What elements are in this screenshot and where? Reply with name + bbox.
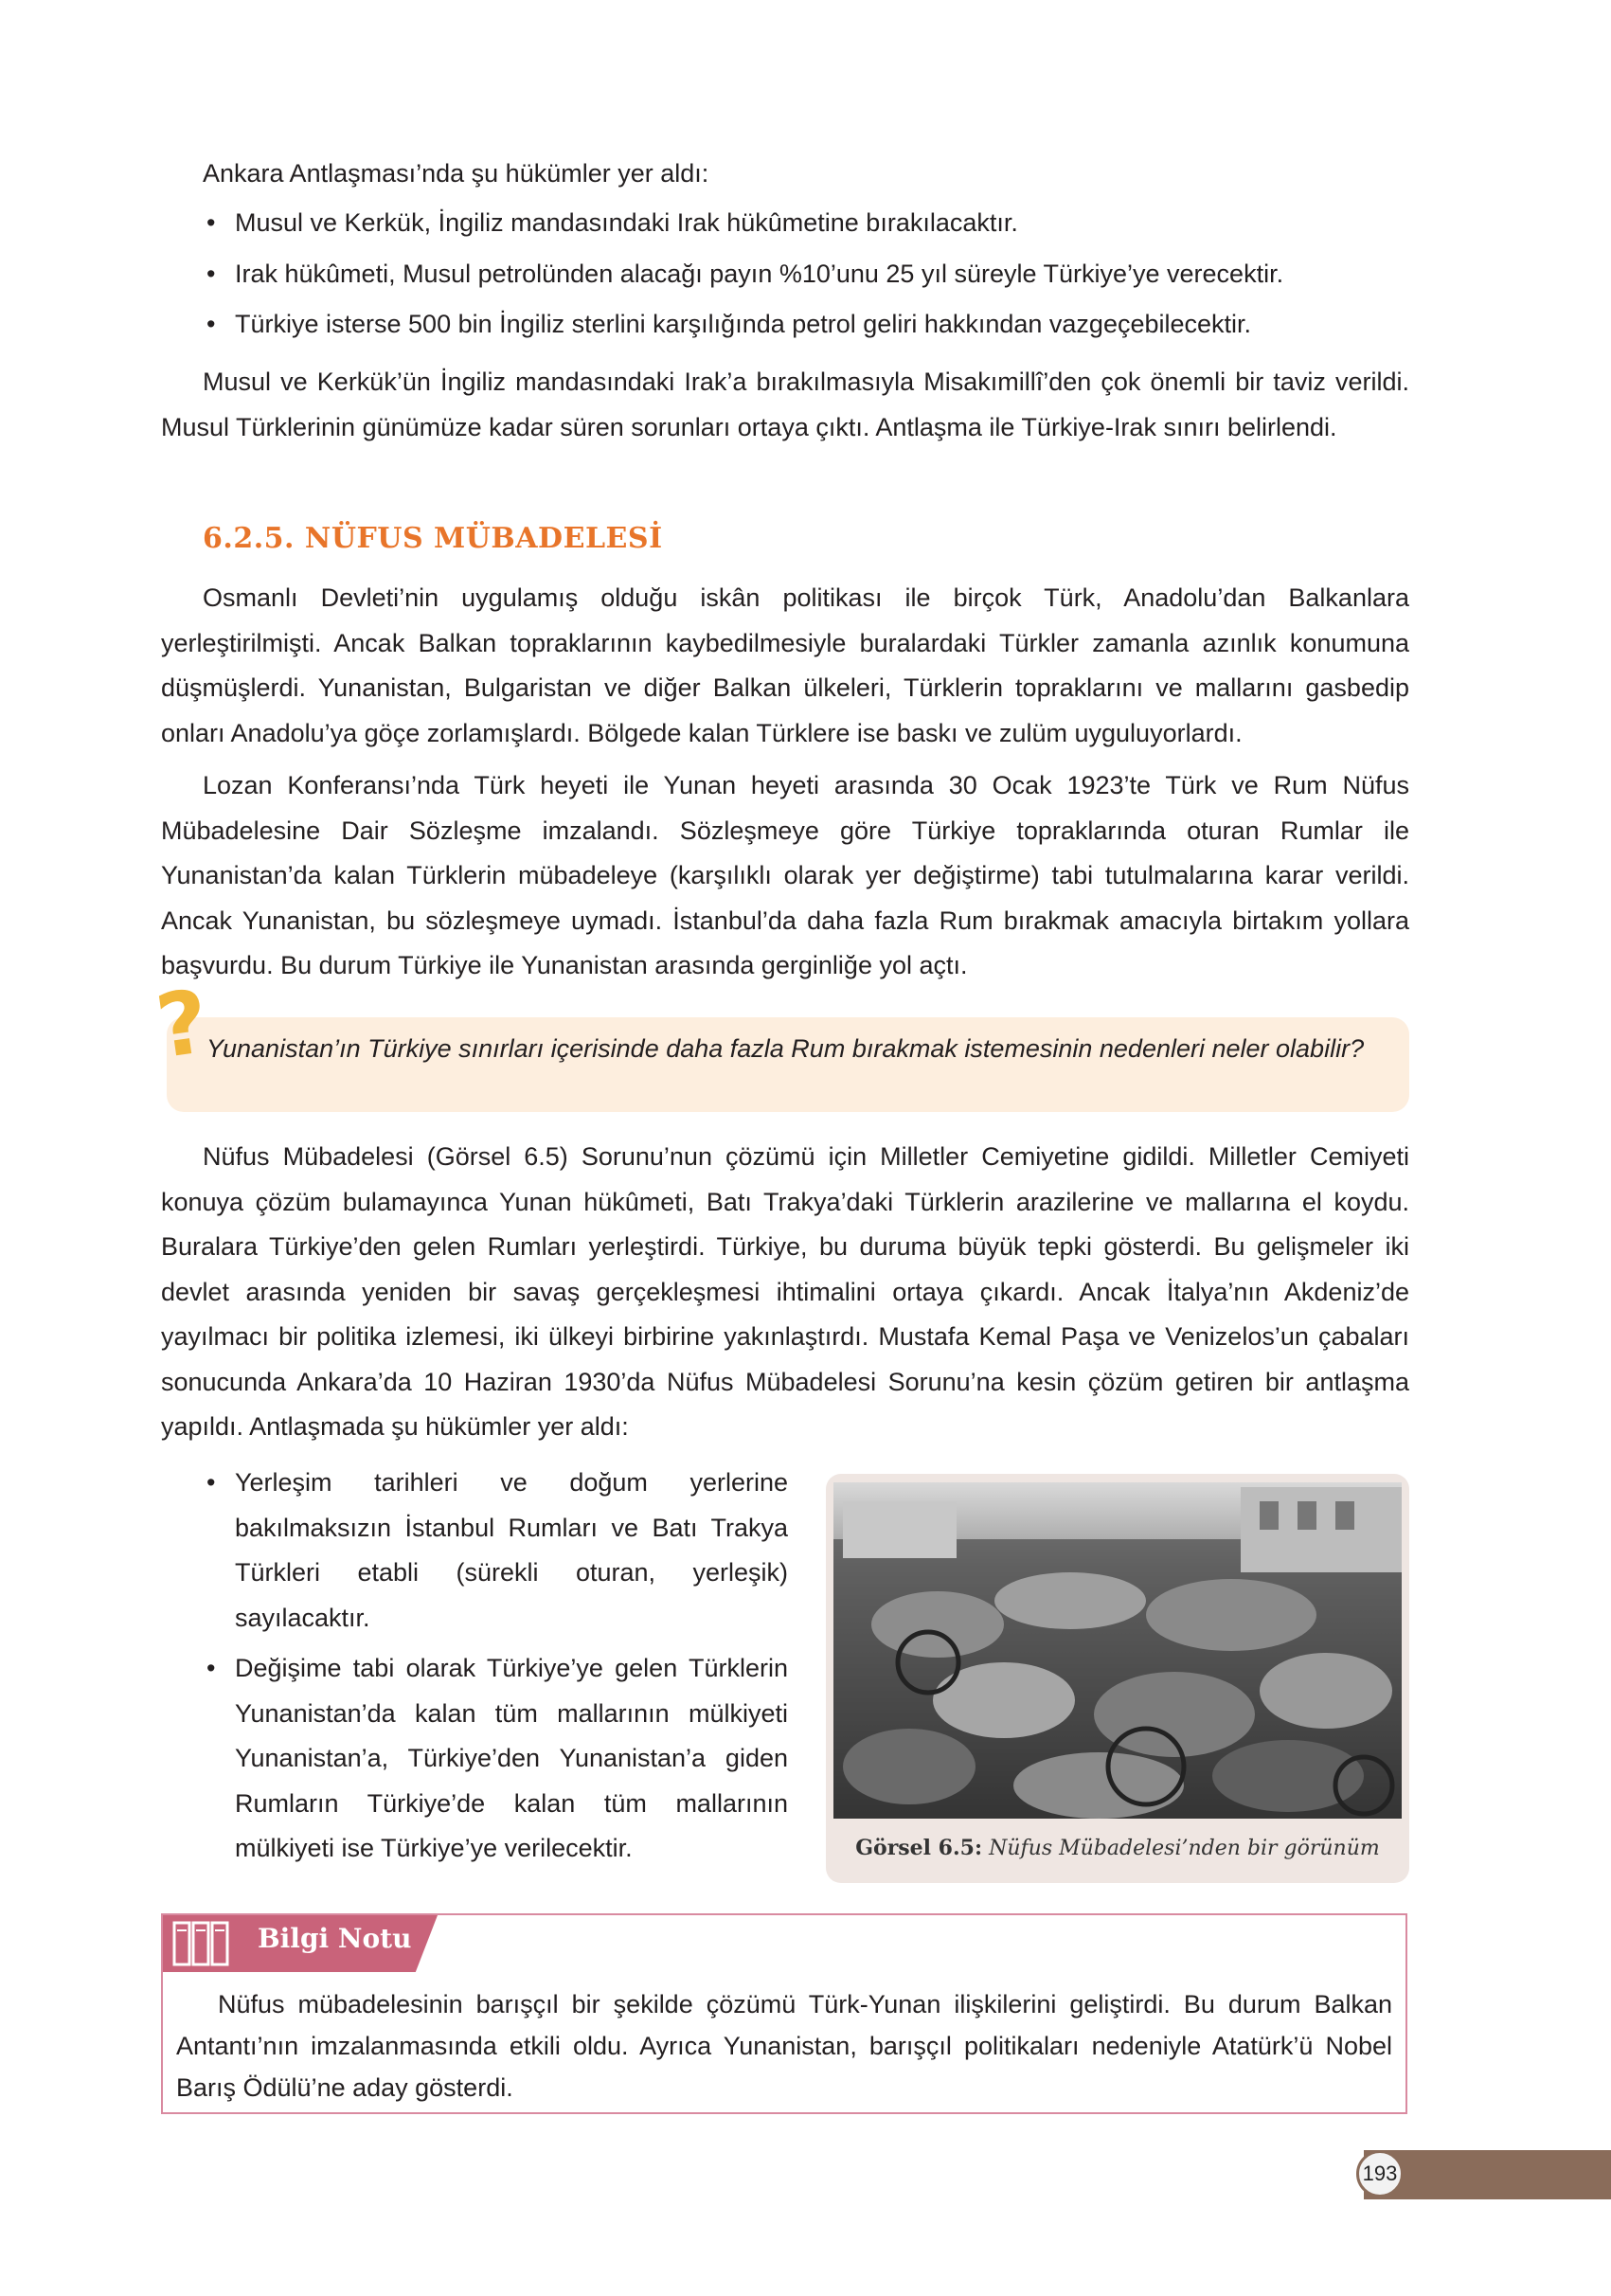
info-note-text: Nüfus mübadelesinin barışçıl bir şekilde çözümü Türk-Yunan ilişkilerini geliştirdi. Bu durum Balkan Antantı’nın imzalanmasında etkili oldu. Ayrıca Yunanistan, barışçıl politikaları nedeniyle Atatürk’ü Nobel Barış Ödülü’ne aday gösterdi.: [176, 1990, 1392, 2102]
figure-caption: Görsel 6.5: Nüfus Mübadelesi’nden bir görünüm: [855, 1836, 1380, 1860]
ankara-intro: Ankara Antlaşması’nda şu hükümler yer aldı:: [203, 159, 709, 188]
question-text: Yunanistan’ın Türkiye sınırları içerisinde daha fazla Rum bırakmak istemesinin nedenleri neler olabilir?: [206, 1034, 1365, 1063]
paragraph-cemiyet: Nüfus Mübadelesi (Görsel 6.5) Sorunu’nun çözümü için Milletler Cemiyetine gidildi. Milletler Cemiyeti konuya çözüm bulamayınca Yunan hükûmeti, Batı Trakya’daki Türklerin arazilerine ve mallarına el koydu. Buralara Türkiye’den gelen Rumları yerleştirdi. Türkiye, bu duruma büyük tepki gösterdi. Bu gelişmeler iki devlet arasında yeniden bir savaş gerçekleşmesi ihtimalini ortaya çıkardı. Ancak İtalya’nın Akdeniz’de yayılmacı bir politika izlemesi, iki ülkeyi birbirine yakınlaştırdı. Mustafa Kemal Paşa ve Venizelos’un çabaları sonucunda Ankara’da 10 Haziran 1930’da Nüfus Mübadelesi Sorunu’na kesin çözüm getiren bir antlaşma yapıldı. Antlaşmada şu hükümler yer aldı:: [161, 1142, 1409, 1441]
mubadele-provisions-list: [203, 1461, 788, 1877]
paragraph-musul: Musul ve Kerkük’ün İngiliz mandasındaki Irak’a bırakılmasıyla Misakımillî’den çok önemli bir taviz verildi. Musul Türklerinin günümüze kadar süren sorunları ortaya çıktı. Antlaşma ile Türkiye-Irak sınırı belirlendi.: [161, 368, 1409, 441]
historical-photo: [833, 1482, 1402, 1819]
paragraph-lozan: Lozan Konferansı’nda Türk heyeti ile Yunan heyeti arasında 30 Ocak 1923’te Türk ve Rum Nüfus Mübadelesine Dair Sözleşme imzalandı. Sözleşmeye göre Türkiye topraklarında oturan Rumlar ile Yunanistan’da kalan Türklerin mübadeleye (karşılıklı olarak yer değiştirme) tabi tutulmalarına karar verildi. Ancak Yunanistan, bu sözleşmeye uymadı. İstanbul’da daha fazla Rum bırakmak amacıyla birtakım yollara başvurdu. Bu durum Türkiye ile Yunanistan arasında gerginliğe yol açtı.: [161, 771, 1409, 979]
info-note-title: Bilgi Notu: [258, 1923, 412, 1954]
list-item: • Türkiye isterse 500 bin İngiliz sterlini karşılığında petrol geliri hakkından vazgeçebilecektir.: [206, 310, 1252, 338]
paragraph-osmanli: Osmanlı Devleti’nin uygulamış olduğu iskân politikası ile birçok Türk, Anadolu’dan Balkanlara yerleştirilmişti. Ancak Balkan topraklarının kaybedilmesiyle buralardaki Türkler zamanla azınlık konumuna düşmüşlerdi. Yunanistan, Bulgaristan ve diğer Balkan ülkeleri, Türklerin topraklarını ve mallarını gasbedip onları Anadolu’ya göçe zorlamışlardı. Bölgede kalan Türklere ise baskı ve zulüm uyguluyorlardı.: [161, 583, 1409, 747]
question-mark-icon: ?: [150, 970, 215, 1079]
list-item: • Değişime tabi olarak Türkiye’ye gelen Türklerin Yunanistan’da kalan tüm mallarının mülkiyeti Yunanistan’a, Türkiye’den Yunanistan’a giden Rumların Türkiye’de kalan tüm mallarının mülkiyeti ise Türkiye’ye verilecektir.: [206, 1654, 788, 1862]
list-item: • Irak hükûmeti, Musul petrolünden alacağı payın %10’unu 25 yıl süreyle Türkiye’ye verecektir.: [206, 259, 1284, 288]
ankara-provisions-list: [203, 201, 1409, 353]
section-title: 6.2.5. NÜFUS MÜBADELESİ: [203, 522, 663, 555]
list-item: • Yerleşim tarihleri ve doğum yerlerine bakılmaksızın İstanbul Rumları ve Batı Trakya Türkleri etabli (sürekli oturan, yerleşik) sayılacaktır.: [206, 1468, 788, 1632]
page-number: 193: [1356, 2150, 1404, 2197]
list-item: • Musul ve Kerkük, İngiliz mandasındaki Irak hükûmetine bırakılacaktır.: [206, 208, 1018, 237]
books-icon: [172, 1919, 248, 1968]
